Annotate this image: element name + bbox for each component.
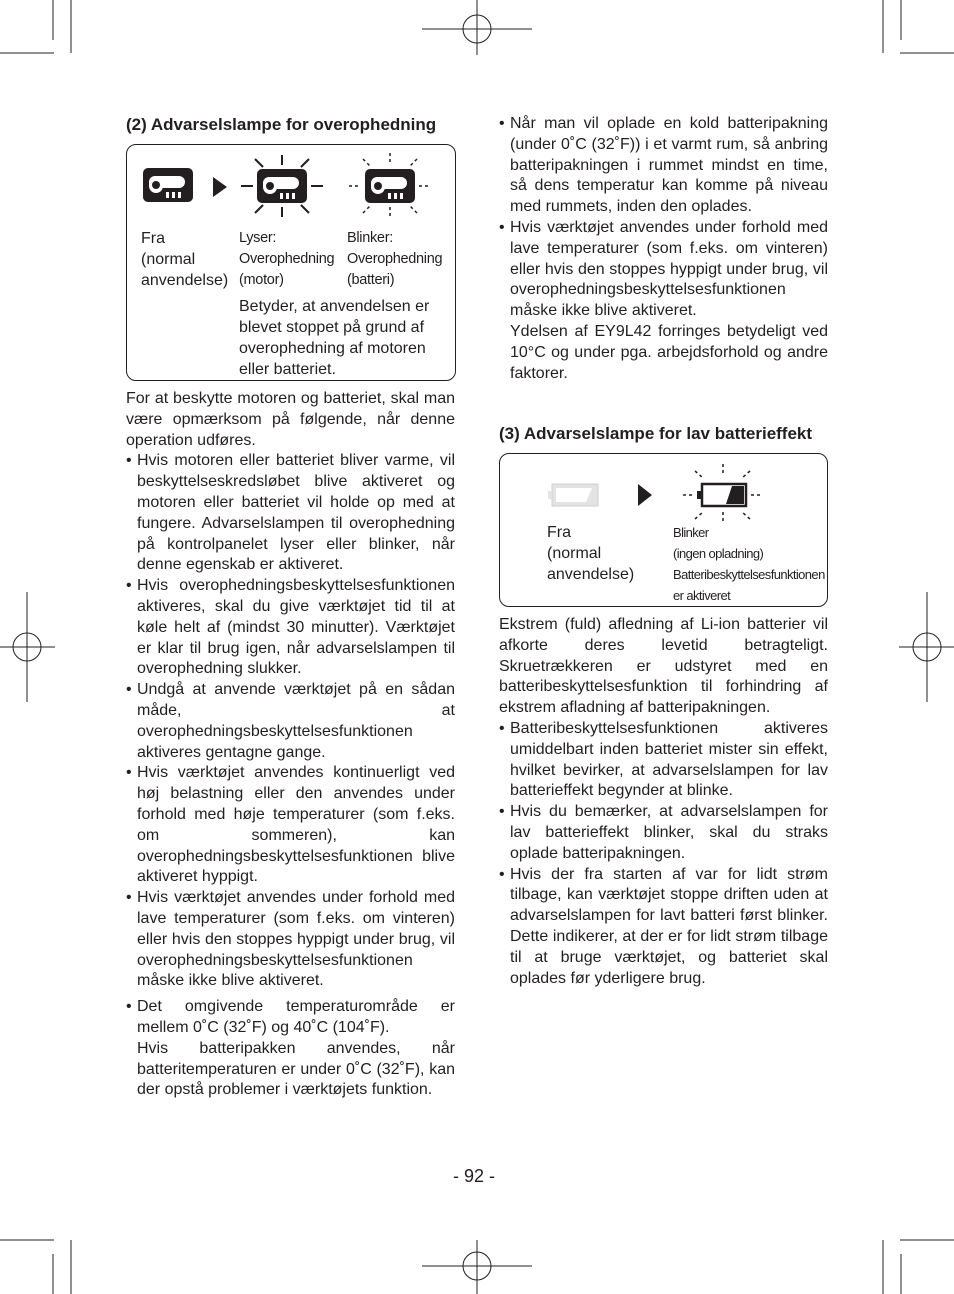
low-battery-indicator-diagram [500, 454, 827, 524]
battery-empty-blinking-icon [683, 464, 762, 522]
section-heading-low-battery: (3) Advarselslampe for lav batterieffekt [499, 424, 813, 443]
label-blinking-no-charge: Blinker (ingen opladning) Batteribeskyttelsesfunktionen er aktiveret [673, 525, 825, 603]
overheating-indicator-diagram [127, 145, 455, 235]
overheating-intro: For at beskytte motoren og batteriet, skal man være opmærksom på følgende, når denne operation udføres. [126, 390, 455, 449]
list-item: • Hvis overophedningsbeskyttelsesfunktionen aktiveres, skal du give værktøjet tid til at køle helt af (mindst 30 minutter). Værktøjet er klar til brug igen, når advarselslampen til overophedning slukker. [126, 576, 455, 680]
arrow-right-icon [638, 484, 652, 506]
list-item: • Undgå at anvende værktøjet på en sådan måde, at overophedningsbeskyttelsesfunktionen aktiveres gentagne gange. [126, 680, 455, 763]
low-battery-text [499, 615, 828, 989]
label-meaning: Betyder, at anvendelsen er blevet stoppet på grund af overophedning af motoren eller batteriet. [239, 298, 430, 378]
low-battery-bullet-list [499, 719, 828, 989]
thermometer-lamp-blinking-icon [349, 153, 431, 219]
list-item: • Hvis motoren eller batteriet bliver varme, vil beskyttelseskredsløbet blive aktiveret og motoren eller batteriet vil holde op med at fungere. Advarselslampen til overophedning på kontrolpanelet lyser eller blinker, når denne egenskab er aktiveret. [126, 451, 455, 576]
section-heading-overheating: (2) Advarselslampe for overophedning [126, 115, 437, 134]
overheating-bullet-list [126, 451, 455, 1101]
battery-normal-icon [548, 484, 598, 506]
page-number: - 92 - [453, 1166, 496, 1186]
right-top-text [499, 114, 828, 384]
low-battery-indicator-box [499, 453, 828, 607]
list-item: • Hvis du bemærker, at advarselslampen for lav batterieffekt blinker, skal du straks oplade batteripakningen. [499, 802, 828, 864]
label-lit-motor: Lyser: Overophedning (motor) [239, 230, 335, 288]
thermometer-lamp-lit-icon [241, 155, 323, 217]
label-blinking-battery: Blinker: Overophedning (batteri) [347, 230, 443, 288]
list-item: • Når man vil oplade en kold batteripakning (under 0˚C (32˚F)) i et varmt rum, så anbring batteripakningen i rummet mindst en time, så dens temperatur kan komme på niveau med rummets, inden den oplades. [499, 114, 828, 218]
list-item: • Hvis der fra starten af var for lidt strøm tilbage, kan værktøjet stoppe driften uden at advarselslampen for lavt batteri først blinker. Dette indikerer, at der er for lidt strøm tilbage til at bruge værktøjet, og batteriet skal oplades før yderligere brug. [499, 865, 828, 990]
overheating-indicator-box [126, 144, 456, 381]
label-normal-use: Fra (normal anvendelse) [547, 524, 635, 583]
list-item: • Batteribeskyttelsesfunktionen aktiveres umiddelbart inden batteriet mister sin effekt, hvilket bevirker, at advarselslampen for lav batterieffekt begynder at blinke. [499, 719, 828, 802]
list-item: • Det omgivende temperaturområde er mellem 0˚C (32˚F) og 40˚C (104˚F). Hvis batteripakken anvendes, når batteritemperaturen er under 0˚C (32˚F), kan der opstå problemer i værktøjets funktion. [126, 997, 455, 1101]
low-battery-intro: Ekstrem (fuld) afledning af Li-ion batterier vil afkorte deres levetid betragteligt. Skruetrækkeren er udstyret med en batteribeskyttelsesfunktion til forhindring af ekstrem afladning af batteripakningen. [499, 616, 828, 717]
overheating-text [126, 389, 455, 1101]
thermometer-lamp-off-icon [143, 168, 193, 202]
list-item: • Hvis værktøjet anvendes under forhold med lave temperaturer (som f.eks. om vinteren) eller hvis den stoppes hyppigt under brug, vil overophedningsbeskyttelsesfunktionen måske ikke blive aktiveret. [126, 888, 455, 992]
cold-battery-bullet-list [499, 114, 828, 384]
label-normal-use: Fra (normal anvendelse) [141, 230, 229, 289]
list-item: • Hvis værktøjet anvendes kontinuerligt ved høj belastning eller den anvendes under forhold med høje temperaturer (som f.eks. om sommeren), kan overophedningsbeskyttelsesfunktionen blive aktiveret hyppigt. [126, 763, 455, 888]
list-item: • Hvis værktøjet anvendes under forhold med lave temperaturer (som f.eks. om vinteren) eller hvis den stoppes hyppigt under brug, vil overophedningsbeskyttelsesfunktionen måske ikke blive aktiveret. Ydelsen af EY9L42 forringes betydeligt ved 10°C og under pga. arbejdsforhold og andre faktorer. [499, 218, 828, 384]
arrow-right-icon [213, 177, 227, 197]
